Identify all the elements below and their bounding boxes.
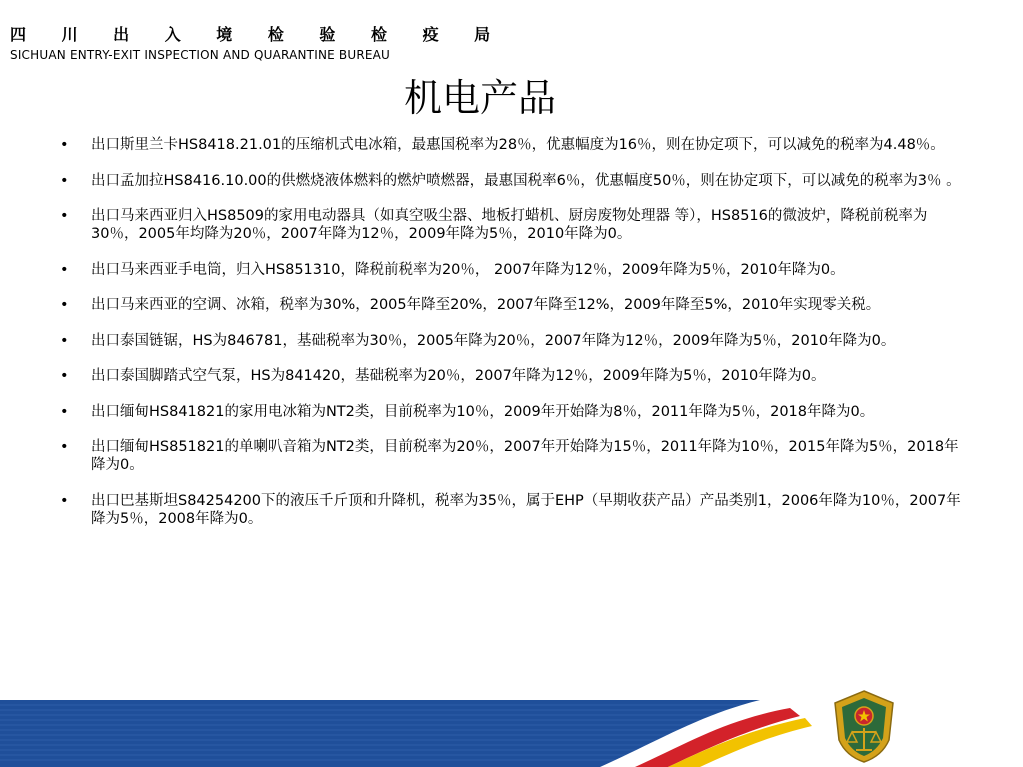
bullet-dot: •: [60, 137, 69, 153]
list-item: [60, 136, 965, 154]
list-item: [60, 492, 965, 528]
bullet-dot: •: [60, 172, 69, 189]
list-item: [60, 296, 965, 314]
list-item-text: 出口马来西亚的空调、冰箱，税率为30%，2005年降至20%，2007年降至12%，2009年降至5%，2010年实现零关税。: [91, 297, 881, 313]
list-item: [60, 403, 965, 421]
list-item-text: 出口马来西亚手电筒，归入HS851310，降税前税率为20％， 2007年降为12％，2009年降为5％，2010年降为0。: [91, 261, 845, 278]
list-item-text: 出口巴基斯坦S84254200下的液压千斤顶和升降机，税率为35％，属于EHP（早期收获产品）产品类别1，2006年降为10％，2007年降为5％，2008年降为0。: [91, 492, 961, 527]
bullet-dot: •: [60, 297, 69, 313]
list-item: [60, 207, 965, 243]
list-item: [60, 172, 965, 190]
page-title: 机电产品: [403, 76, 556, 120]
bullet-dot: •: [60, 439, 69, 455]
list-item-text: 出口缅甸HS851821的单喇叭音箱为NT2类，目前税率为20％，2007年开始降为15％，2011年降为10％，2015年降为5％，2018年降为0。: [91, 439, 959, 473]
list-item-text: 出口孟加拉HS8416.10.00的供燃烧液体燃料的燃炉喷燃器，最惠国税率6％，优惠幅度50％，则在协定项下，可以减免的税率为3％ 。: [91, 172, 961, 189]
bullet-dot: •: [60, 261, 69, 278]
bullet-dot: •: [60, 332, 69, 349]
list-item-text: 出口泰国链锯，HS为846781，基础税率为30％，2005年降为20％，2007年降为12％，2009年降为5％，2010年降为0。: [91, 332, 896, 349]
list-item-text: 出口马来西亚归入HS8509的家用电动器具（如真空吸尘器、地板打蜡机、厨房废物处理器 等），HS8516的微波炉，降税前税率为30％，2005年均降为20％，2007年降为12％，2009年降为5％，2010年降为0。: [91, 208, 928, 242]
list-item: [60, 261, 965, 279]
inspection-quarantine-emblem-icon: [830, 688, 898, 764]
list-item: [60, 438, 965, 474]
bullet-dot: •: [60, 492, 69, 509]
bullet-dot: •: [60, 368, 69, 384]
list-item-text: 出口泰国脚踏式空气泵，HS为841420，基础税率为20％，2007年降为12％，2009年降为5％，2010年降为0。: [91, 368, 826, 384]
bullet-list: [60, 136, 965, 545]
bullet-dot: •: [60, 208, 69, 224]
list-item-text: 出口斯里兰卡HS8418.21.01的压缩机式电冰箱，最惠国税率为28％，优惠幅度为16％，则在协定项下，可以减免的税率为4.48％。: [91, 137, 945, 153]
list-item-text: 出口缅甸HS841821的家用电冰箱为NT2类，目前税率为10％，2009年开始降为8％，2011年降为5％，2018年降为0。: [91, 403, 875, 420]
list-item: [60, 367, 965, 385]
bullet-dot: •: [60, 403, 69, 420]
list-item: [60, 332, 965, 350]
org-name-cn: 四 川 出 入 境 检 验 检 疫 局: [10, 25, 506, 44]
org-name-en: SICHUAN ENTRY-EXIT INSPECTION AND QUARANTINE BUREAU: [10, 48, 391, 62]
